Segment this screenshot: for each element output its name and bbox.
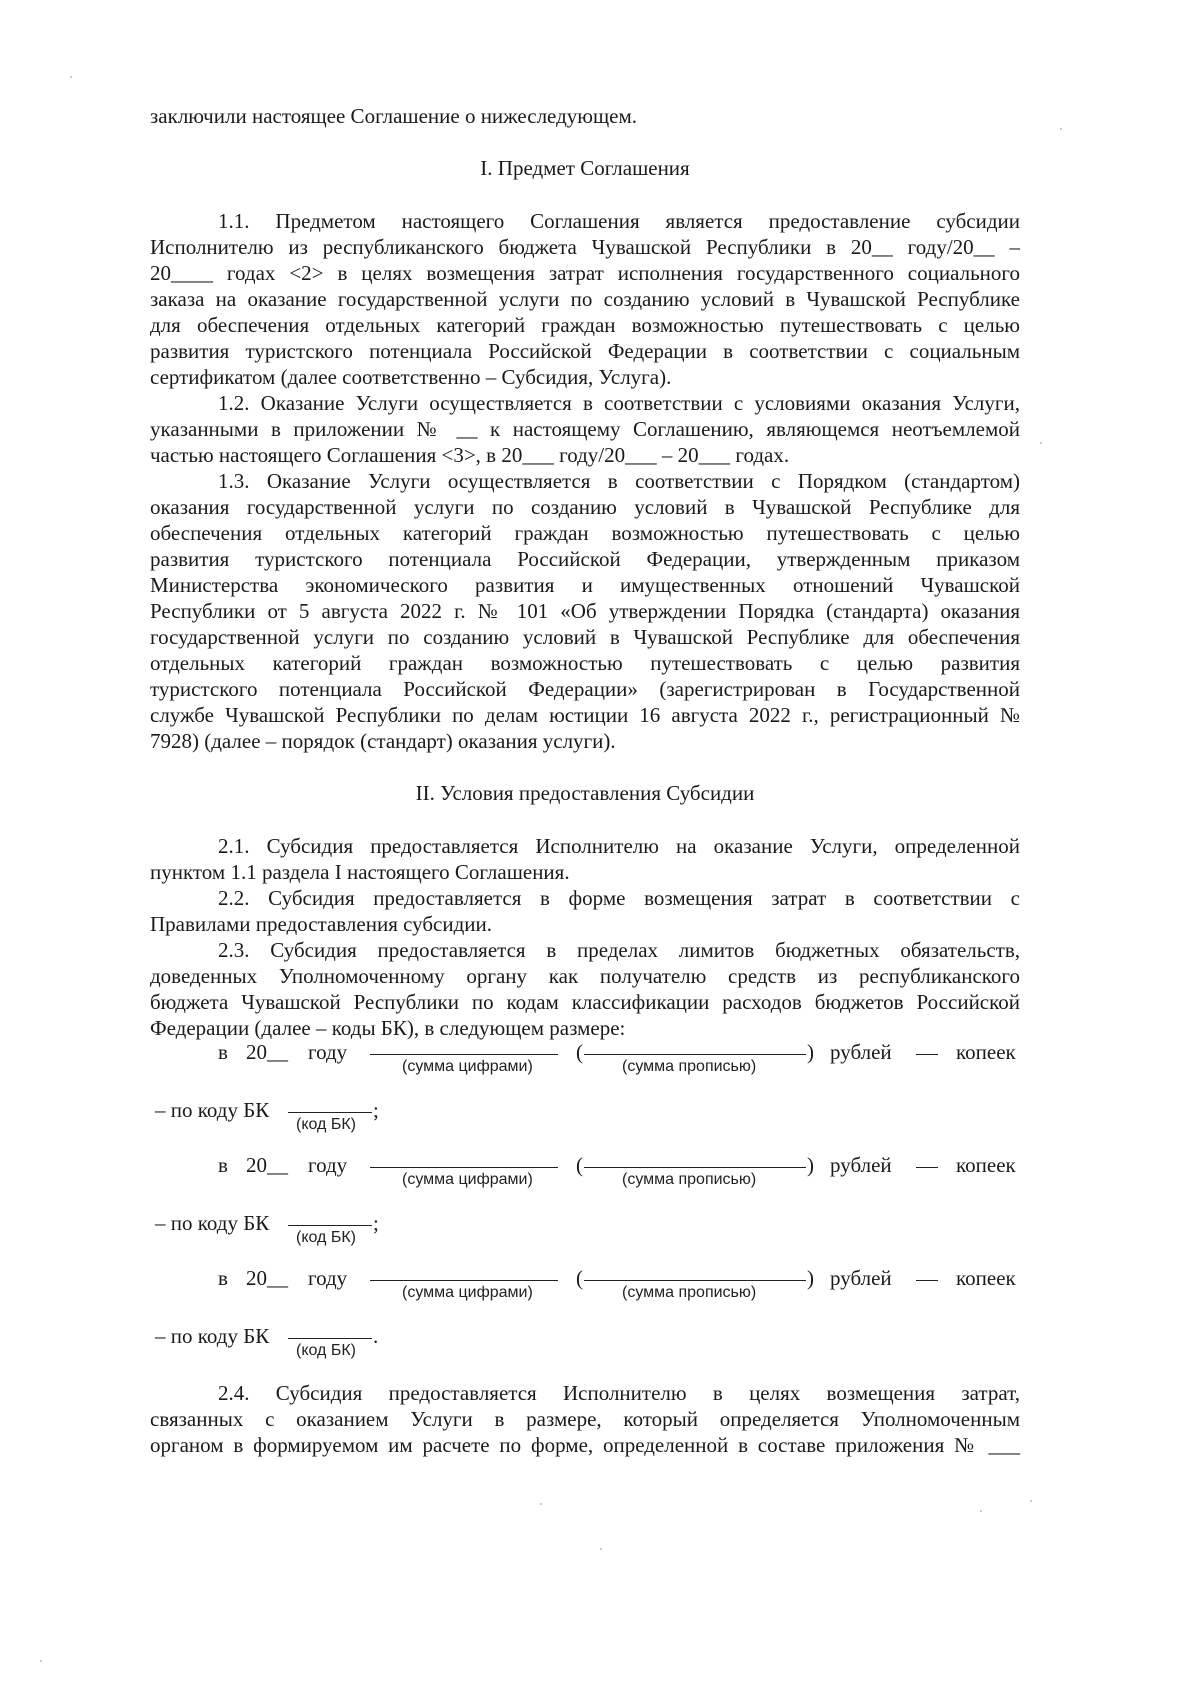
amount-words-field[interactable]	[584, 1280, 806, 1281]
scan-speck	[540, 1503, 542, 1505]
text-line: доведенных Уполномоченному органу как получателю средств из республиканского	[150, 964, 1020, 988]
text-line: Исполнителю из республиканского бюджета Чувашской Республики в 20__ году/20__ –	[150, 235, 1020, 259]
amount-year-word: году	[308, 1153, 348, 1177]
caption-bk: (код БК)	[296, 1342, 356, 1359]
amount-year: 20__	[246, 1040, 288, 1064]
text-line: оказания государственной услуги по созданию условий в Чувашской Республике для	[150, 495, 1020, 519]
text-line: связанных с оказанием Услуги в размере, который определяется Уполномоченным	[150, 1407, 1020, 1431]
bk-label: – по коду БК	[155, 1324, 270, 1348]
text-line: 7928) (далее – порядок (стандарт) оказания услуги).	[150, 729, 616, 753]
text-line: 2.3. Субсидия предоставляется в пределах лимитов бюджетных обязательств,	[218, 938, 1020, 962]
text-line: обеспечения отдельных категорий граждан возможностью путешествовать с целью	[150, 521, 1020, 545]
intro-line: заключили настоящее Соглашение о нижеследующем.	[150, 104, 637, 128]
amount-close-paren: )	[807, 1266, 814, 1290]
scan-speck	[980, 1510, 982, 1512]
amount-digits-field[interactable]	[370, 1280, 558, 1281]
text-line: для обеспечения отдельных категорий граждан возможностью путешествовать с целью	[150, 313, 1020, 337]
text-line: отдельных категорий граждан возможностью путешествовать с целью развития	[150, 651, 1020, 675]
caption-bk: (код БК)	[296, 1116, 356, 1133]
caption-bk: (код БК)	[296, 1229, 356, 1246]
amount-year-word: году	[308, 1040, 348, 1064]
amount-year: 20__	[246, 1266, 288, 1290]
amount-open-paren: (	[576, 1153, 583, 1177]
text-line: бюджета Чувашской Республики по кодам классификации расходов бюджетов Российской	[150, 990, 1020, 1014]
text-line: Республики от 5 августа 2022 г. № 101 «Об утверждении Порядка (стандарта) оказания	[150, 599, 1020, 623]
section-2-title: II. Условия предоставления Субсидии	[415, 781, 755, 805]
text-line: государственной услуги по созданию условий в Чувашской Республике для обеспечения	[150, 625, 1020, 649]
amount-kop: копеек	[956, 1153, 1016, 1177]
text-line: 20____ годах <2> в целях возмещения затрат исполнения государственного социального	[150, 261, 1020, 285]
amount-prefix: в	[218, 1153, 228, 1177]
amount-rub: рублей	[830, 1153, 892, 1177]
text-line: туристского потенциала Российской Федерации» (зарегистрирован в Государственной	[150, 677, 1020, 701]
caption-digits: (сумма цифрами)	[402, 1284, 533, 1301]
amount-kop: копеек	[956, 1266, 1016, 1290]
amount-digits-field[interactable]	[370, 1054, 558, 1055]
bk-field[interactable]	[288, 1338, 372, 1339]
text-line: 2.1. Субсидия предоставляется Исполнителю на оказание Услуги, определенной	[218, 834, 1020, 858]
bk-label: – по коду БК	[155, 1211, 270, 1235]
bk-end: ;	[373, 1211, 379, 1235]
caption-digits: (сумма цифрами)	[402, 1058, 533, 1075]
amount-kop: копеек	[956, 1040, 1016, 1064]
text-line: 1.1. Предметом настоящего Соглашения является предоставление субсидии	[218, 209, 1020, 233]
amount-open-paren: (	[576, 1266, 583, 1290]
bk-end: ;	[373, 1098, 379, 1122]
amount-close-paren: )	[807, 1040, 814, 1064]
text-line: Министерства экономического развития и имущественных отношений Чувашской	[150, 573, 1020, 597]
scan-speck	[40, 1660, 42, 1662]
text-line: 1.3. Оказание Услуги осуществляется в соответствии с Порядком (стандартом)	[218, 469, 1020, 493]
scan-speck	[1040, 442, 1042, 444]
text-line: 2.2. Субсидия предоставляется в форме возмещения затрат в соответствии с	[218, 886, 1020, 910]
section-1-title: I. Предмет Соглашения	[480, 156, 690, 180]
text-line: сертификатом (далее соответственно – Субсидия, Услуга).	[150, 365, 672, 389]
amount-prefix: в	[218, 1040, 228, 1064]
text-line: пунктом 1.1 раздела I настоящего Соглашения.	[150, 860, 570, 884]
bk-end: .	[373, 1324, 379, 1348]
text-line: Федерации (далее – коды БК), в следующем размере:	[150, 1016, 626, 1040]
bk-label: – по коду БК	[155, 1098, 270, 1122]
amount-kop-field[interactable]	[916, 1167, 938, 1168]
amount-digits-field[interactable]	[370, 1167, 558, 1168]
text-line: заказа на оказание государственной услуги по созданию условий в Чувашской Республике	[150, 287, 1020, 311]
amount-close-paren: )	[807, 1153, 814, 1177]
text-line: указанными в приложении № __ к настоящему Соглашению, являющемся неотъемлемой	[150, 417, 1020, 441]
scan-speck	[70, 76, 72, 78]
caption-words: (сумма прописью)	[622, 1171, 757, 1188]
amount-prefix: в	[218, 1266, 228, 1290]
caption-words: (сумма прописью)	[622, 1058, 757, 1075]
amount-year: 20__	[246, 1153, 288, 1177]
text-line: службе Чувашской Республики по делам юстиции 16 августа 2022 г., регистрационный №	[150, 703, 1020, 727]
text-line: развития туристского потенциала Российской Федерации в соответствии с социальным	[150, 339, 1020, 363]
amount-kop-field[interactable]	[916, 1280, 938, 1281]
scan-speck	[1030, 1500, 1032, 1502]
caption-digits: (сумма цифрами)	[402, 1171, 533, 1188]
text-line: 1.2. Оказание Услуги осуществляется в соответствии с условиями оказания Услуги,	[218, 391, 1020, 415]
amount-open-paren: (	[576, 1040, 583, 1064]
caption-words: (сумма прописью)	[622, 1284, 757, 1301]
scan-speck	[1060, 128, 1062, 130]
text-line: органом в формируемом им расчете по форме, определенной в составе приложения № ___	[150, 1433, 1020, 1457]
text-line: Правилами предоставления субсидии.	[150, 912, 493, 936]
amount-words-field[interactable]	[584, 1054, 806, 1055]
text-line: 2.4. Субсидия предоставляется Исполнителю в целях возмещения затрат,	[218, 1381, 1020, 1405]
amount-rub: рублей	[830, 1040, 892, 1064]
text-line: частью настоящего Соглашения <3>, в 20___ году/20___ – 20___ годах.	[150, 443, 790, 467]
amount-rub: рублей	[830, 1266, 892, 1290]
amount-kop-field[interactable]	[916, 1054, 938, 1055]
bk-field[interactable]	[288, 1112, 372, 1113]
bk-field[interactable]	[288, 1225, 372, 1226]
amount-words-field[interactable]	[584, 1167, 806, 1168]
amount-year-word: году	[308, 1266, 348, 1290]
text-line: развития туристского потенциала Российской Федерации, утвержденным приказом	[150, 547, 1020, 571]
scan-speck	[600, 1548, 602, 1550]
